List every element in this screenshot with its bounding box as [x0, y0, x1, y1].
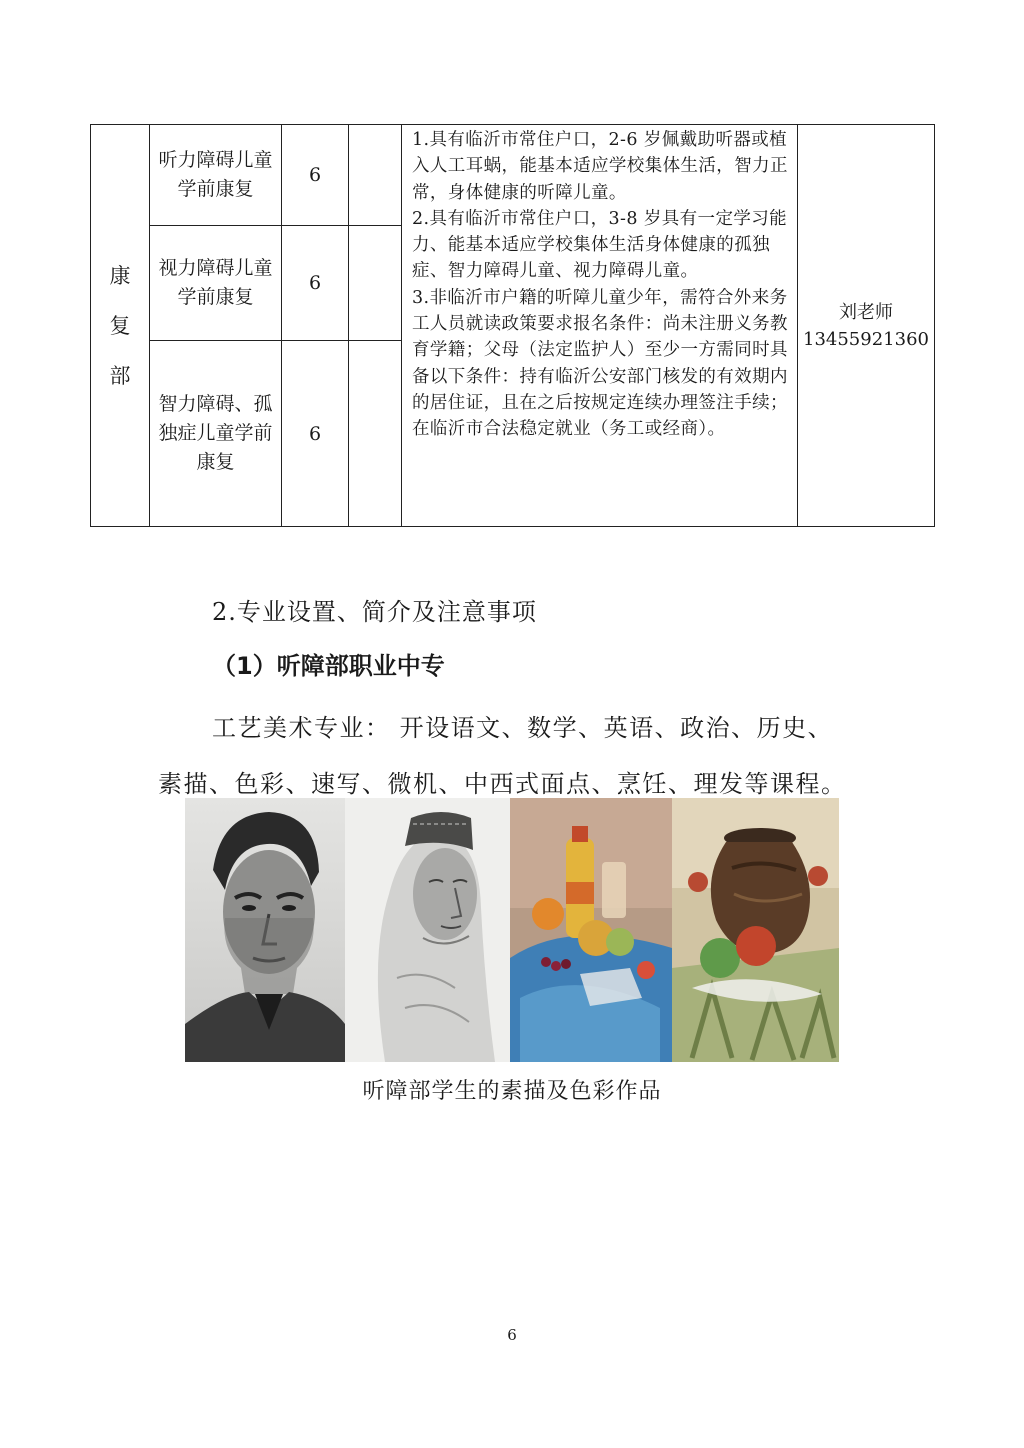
count-cell: 6	[282, 226, 349, 341]
sketch-portrait-woman-image	[345, 798, 510, 1062]
requirements-cell	[402, 125, 798, 527]
color-still-life-fruit-image	[510, 798, 672, 1062]
count-cell: 6	[282, 125, 349, 226]
gallery-caption: 听障部学生的素描及色彩作品	[362, 1079, 662, 1104]
class-name-cell: 听力障碍儿童学前康复	[150, 125, 282, 226]
contact-name: 刘老师	[839, 301, 893, 323]
empty-cell	[349, 226, 402, 341]
requirement-item: 3.非临沂市户籍的听障儿童少年，需符合外来务工人员就读政策要求报名条件：尚未注册义务教育学籍；父母（法定监护人）至少一方需同时具备以下条件：持有临沂公安部门核发的有效期内的居住证，且在之后按规定连续办理签注手续；在临沂市合法稳定就业（务工或经商）。	[412, 287, 788, 440]
section-subheading: （1）听障部职业中专	[212, 652, 445, 680]
artwork-gallery	[185, 798, 839, 1062]
enrollment-table	[90, 124, 935, 527]
page-number: 6	[507, 1326, 517, 1344]
section-heading: 2.专业设置、简介及注意事项	[212, 598, 537, 626]
count-cell: 6	[282, 341, 349, 527]
sketch-portrait-man-image	[185, 798, 345, 1062]
paragraph-line: 素描、色彩、速写、微机、中西式面点、烹饪、理发等课程。	[158, 770, 847, 798]
requirement-item: 1.具有临沂市常住户口，2-6 岁佩戴助听器或植入人工耳蜗，能基本适应学校集体生活，智力正常，身体健康的听障儿童。	[412, 130, 788, 203]
contact-cell	[798, 125, 935, 527]
enrollment-table-container	[90, 124, 934, 527]
table-row	[91, 125, 935, 226]
empty-cell	[349, 341, 402, 527]
color-still-life-pot-image	[672, 798, 839, 1062]
class-name-cell: 智力障碍、孤独症儿童学前康复	[150, 341, 282, 527]
contact-phone: 13455921360	[803, 328, 929, 350]
department-cell: 康 复 部	[91, 125, 150, 527]
empty-cell	[349, 125, 402, 226]
course-paragraph	[158, 700, 888, 812]
class-name-cell: 视力障碍儿童学前康复	[150, 226, 282, 341]
requirement-item: 2.具有临沂市常住户口，3-8 岁具有一定学习能力、能基本适应学校集体生活身体健康的孤独症、智力障碍儿童、视力障碍儿童。	[412, 208, 788, 282]
paragraph-line: 工艺美术专业： 开设语文、数学、英语、政治、历史、	[212, 714, 834, 742]
